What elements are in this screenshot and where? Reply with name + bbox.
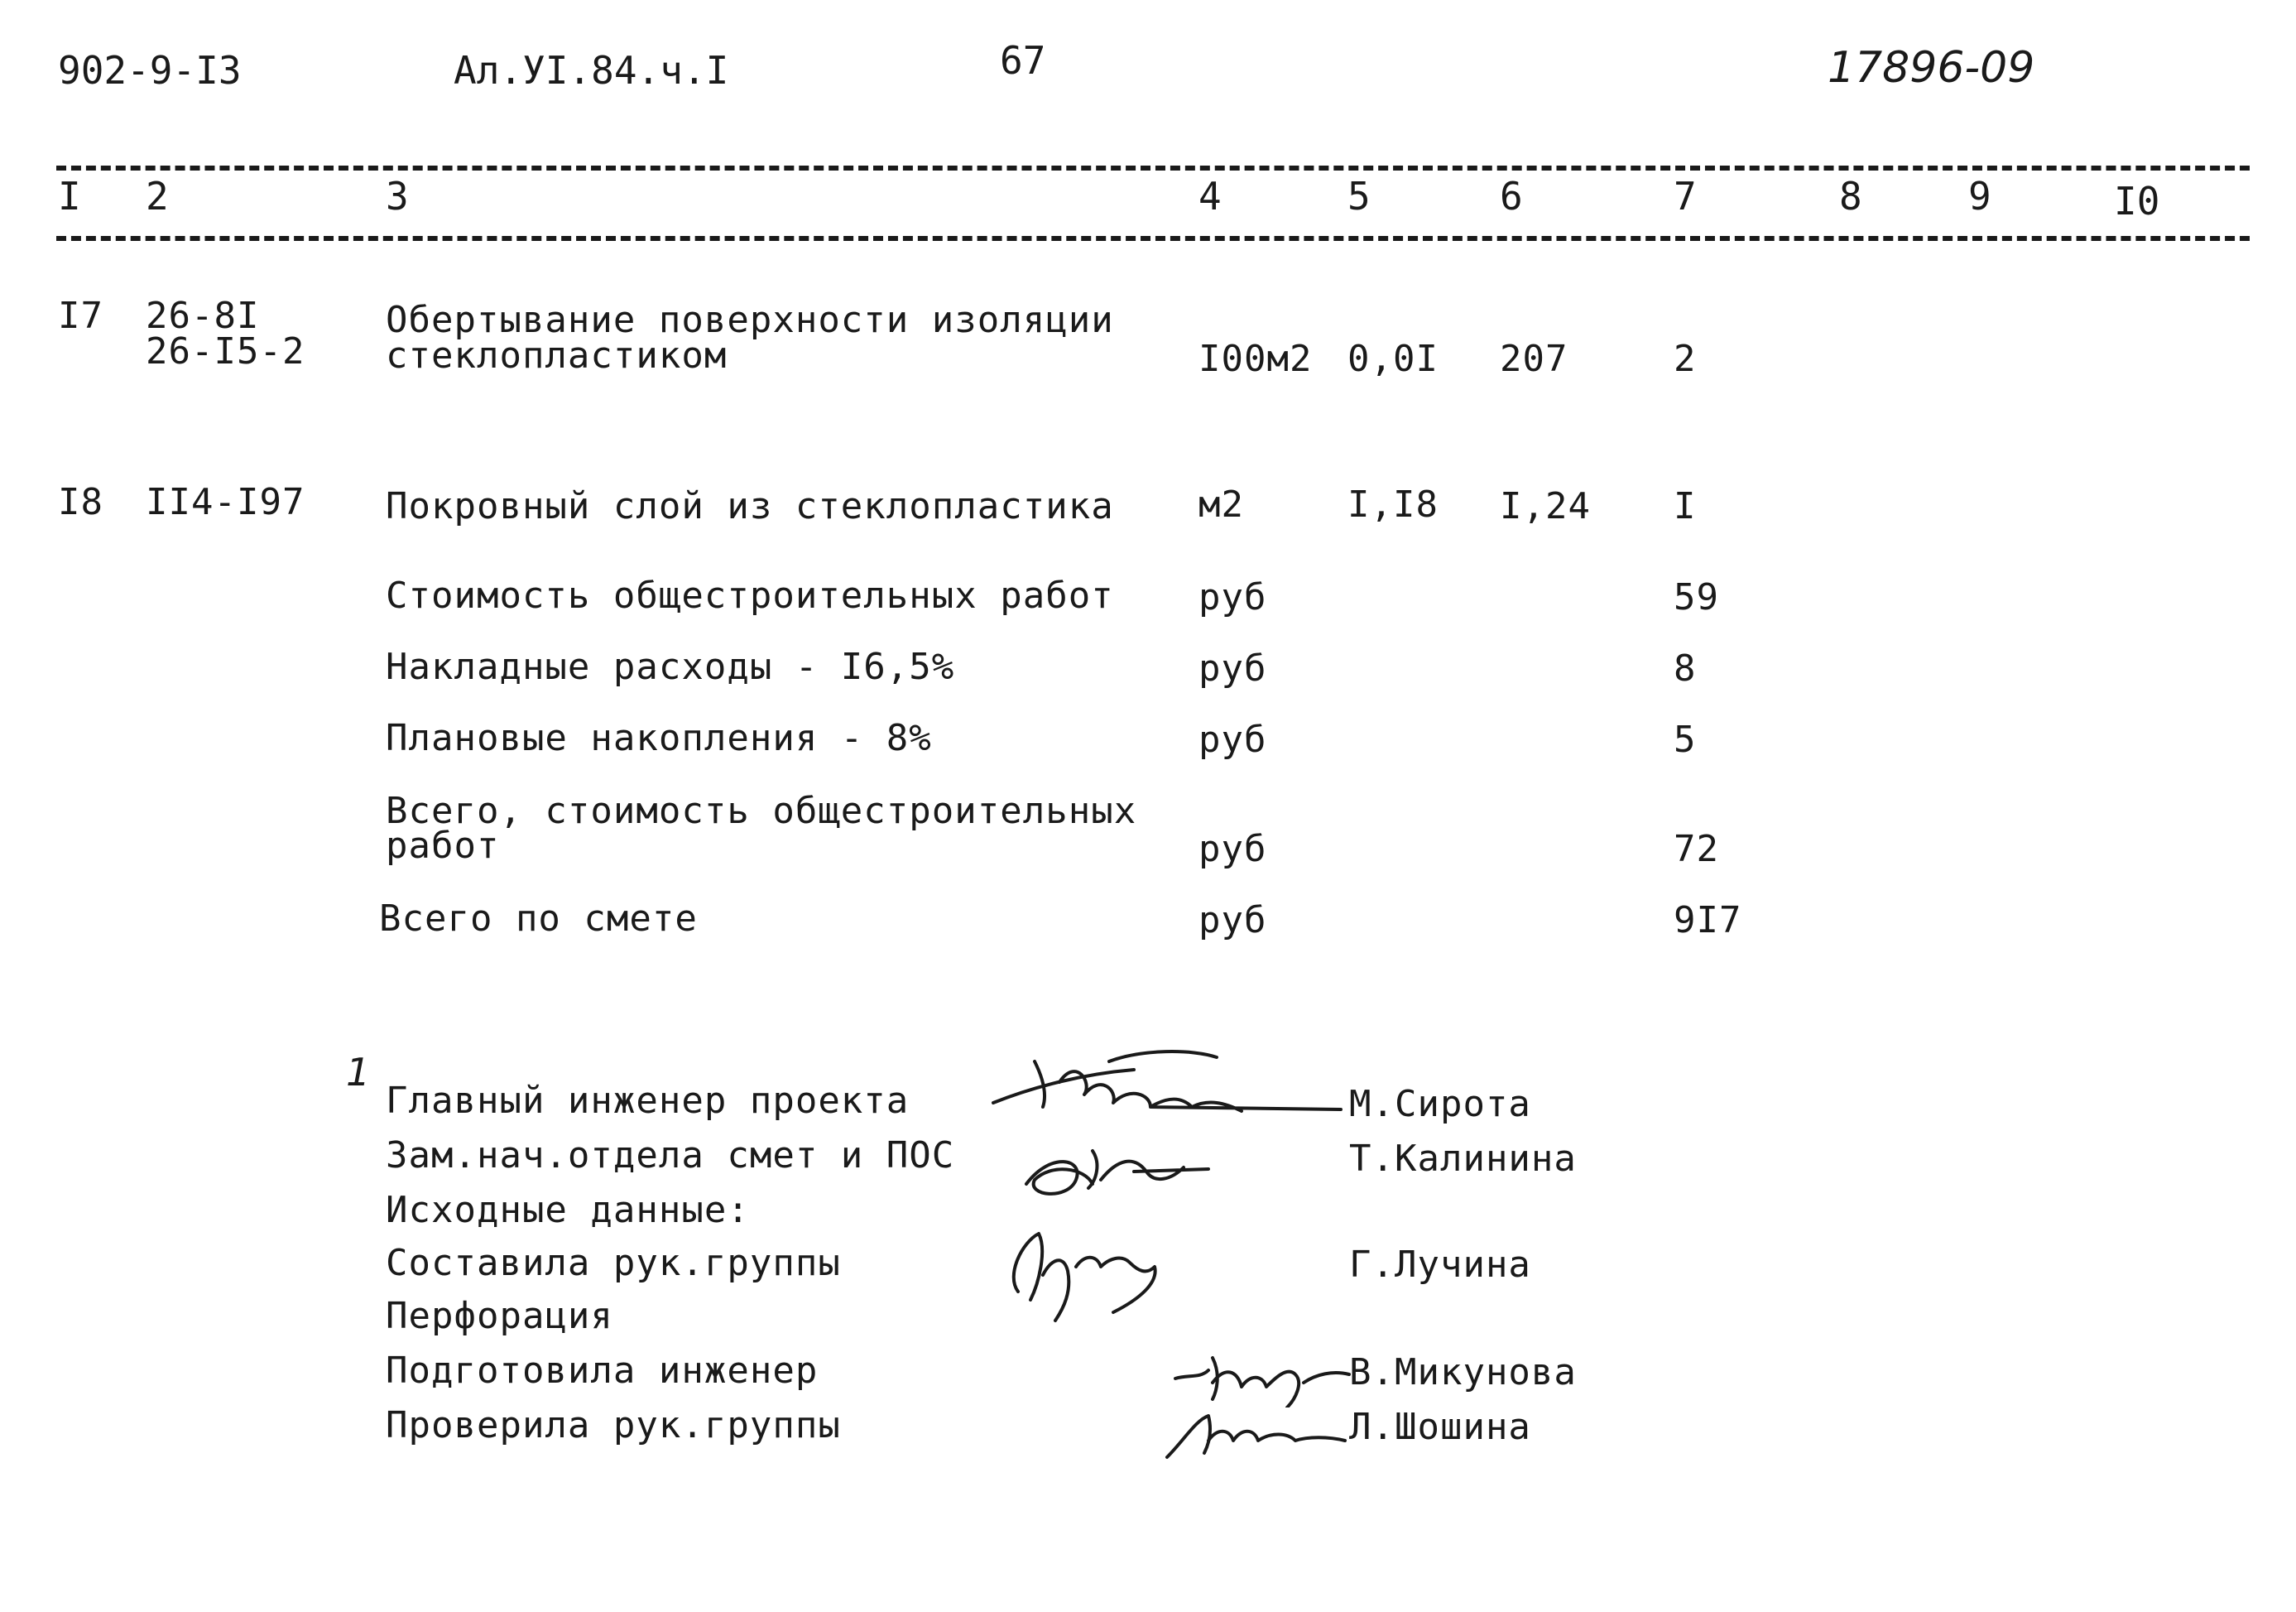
header-rule-bottom bbox=[56, 236, 2250, 241]
unit: руб bbox=[1198, 828, 1267, 870]
unit: руб bbox=[1198, 576, 1267, 618]
rate-code: 26-8I bbox=[146, 295, 260, 337]
unit: руб bbox=[1198, 647, 1267, 690]
signatory-name: Л.Шошина bbox=[1349, 1406, 1531, 1448]
summary-total: 5 bbox=[1674, 719, 1697, 761]
column-header: I0 bbox=[2114, 179, 2160, 224]
column-header: 2 bbox=[146, 174, 169, 219]
role-label: Перфорация bbox=[386, 1295, 613, 1337]
inventory-number: 17896-09 bbox=[1828, 43, 2035, 93]
quantity: I,I8 bbox=[1347, 484, 1439, 526]
signature-group-leader bbox=[985, 1217, 1184, 1333]
column-header: 5 bbox=[1347, 174, 1371, 219]
column-header: 6 bbox=[1500, 174, 1523, 219]
handwritten-mark: 1 bbox=[346, 1050, 371, 1095]
summary-description: Всего, стоимость общестроительных bbox=[386, 790, 1137, 832]
unit: руб bbox=[1198, 899, 1267, 941]
column-header: 9 bbox=[1968, 174, 1991, 219]
row-number: I7 bbox=[58, 295, 103, 337]
column-header: 7 bbox=[1674, 174, 1697, 219]
signature-deputy-head bbox=[1010, 1134, 1225, 1201]
total-cost: 2 bbox=[1674, 338, 1697, 380]
role-label: Подготовила инженер bbox=[386, 1350, 819, 1392]
column-header: 3 bbox=[386, 174, 409, 219]
role-label: Проверила рук.группы bbox=[386, 1404, 841, 1446]
summary-description: Накладные расходы - I6,5% bbox=[386, 646, 955, 688]
unit: I00м2 bbox=[1198, 338, 1313, 380]
signature-checker bbox=[1159, 1407, 1357, 1465]
rate-code: 26-I5-2 bbox=[146, 330, 305, 373]
role-label: Исходные данные: bbox=[386, 1189, 750, 1231]
signature-engineer bbox=[1167, 1350, 1357, 1407]
signatory-name: В.Микунова bbox=[1349, 1351, 1577, 1393]
unit: руб bbox=[1198, 719, 1267, 761]
role-label: Главный инженер проекта bbox=[386, 1080, 910, 1122]
unit-price: I,24 bbox=[1500, 485, 1591, 527]
summary-description: Стоимость общестроительных работ bbox=[386, 575, 1114, 617]
role-label: Составила рук.группы bbox=[386, 1242, 841, 1284]
row-number: I8 bbox=[58, 481, 103, 523]
grand-total-value: 9I7 bbox=[1674, 899, 1742, 941]
work-description: Обертывание поверхности изоляции bbox=[386, 299, 1114, 341]
rate-code: II4-I97 bbox=[146, 481, 305, 523]
summary-description: Плановые накопления - 8% bbox=[386, 717, 932, 759]
role-label: Зам.нач.отдела смет и ПОС bbox=[386, 1134, 955, 1177]
summary-total: 8 bbox=[1674, 647, 1697, 690]
column-header: 4 bbox=[1198, 174, 1222, 219]
summary-total: 72 bbox=[1674, 828, 1719, 870]
column-header: 8 bbox=[1839, 174, 1862, 219]
signatory-name: Т.Калинина bbox=[1349, 1138, 1577, 1180]
signature-chief-engineer bbox=[985, 1045, 1349, 1119]
total-cost: I bbox=[1674, 485, 1697, 527]
grand-total-label: Всего по смете bbox=[379, 897, 698, 940]
signatory-name: Г.Лучина bbox=[1349, 1244, 1531, 1286]
unit: м2 bbox=[1198, 484, 1244, 526]
work-description: стеклопластиком bbox=[386, 334, 728, 377]
unit-price: 207 bbox=[1500, 338, 1568, 380]
summary-description: работ bbox=[386, 825, 500, 867]
header-rule-top bbox=[56, 166, 2250, 171]
signatory-name: М.Сирота bbox=[1349, 1083, 1531, 1125]
document-code: 902-9-I3 bbox=[58, 48, 242, 93]
album-number: Ал.УI.84.ч.I bbox=[454, 48, 729, 93]
summary-total: 59 bbox=[1674, 576, 1719, 618]
quantity: 0,0I bbox=[1347, 338, 1439, 380]
work-description: Покровный слой из стеклопластика bbox=[386, 485, 1114, 527]
page-number: 67 bbox=[1000, 38, 1046, 83]
column-header: I bbox=[58, 174, 81, 219]
